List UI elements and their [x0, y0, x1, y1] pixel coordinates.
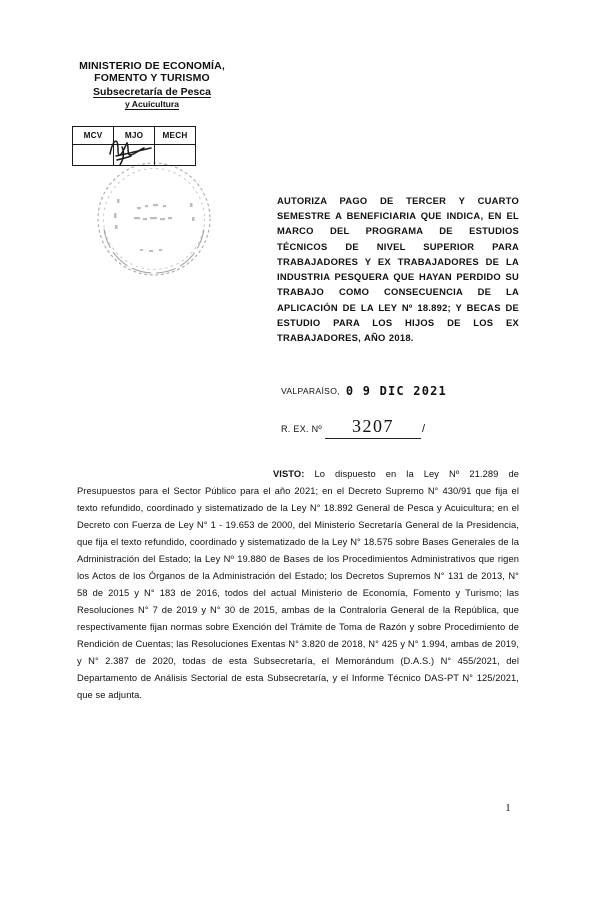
initials-table: [72, 126, 196, 166]
body-text: [77, 466, 519, 704]
resolution-number: [281, 416, 425, 439]
ministry-line-2: FOMENTO Y TURISMO: [94, 72, 210, 85]
initials-signature-cell-3: [155, 145, 196, 166]
page-number: 1: [505, 802, 511, 814]
visto-heading: VISTO:: [273, 469, 305, 479]
letterhead: [62, 60, 242, 109]
initials-cell-mcv: MCV: [73, 127, 114, 145]
initials-header-row: [73, 127, 196, 145]
resolution-value: 3207: [325, 416, 421, 439]
aquaculture-line: y Acuicultura: [124, 99, 180, 110]
place-label: VALPARAÍSO,: [281, 386, 340, 396]
place-and-date: [281, 384, 447, 398]
date-stamp: 0 9 DIC 2021: [345, 384, 447, 398]
visto-paragraph: Lo dispuesto en la Ley Nº 21.289 de Presupuestos para el Sector Público para el año 2021; en el Decreto Supremo N° 430/91 que fija el texto refundido, coordinado y sistematizado de la Ley N° 18.892 General de Pesca y Acuicultura; en el Decreto con Fuerza de Ley N° 1 - 19.653 de 2000, del Ministerio Secretaría General de la Presidencia, que fija el texto refundido, coordinado y sistematizado de la Ley N° 18.575 sobre Bases Generales de la Administración del Estado; la Ley Nº 19.880 de Bases de los Procedimientos Administrativos que rigen los Actos de los Órganos de la Administración del Estado; los Decretos Supremos N° 131 de 2013, N° 58 de 2015 y N° 183 de 2016, todos del actual Ministerio de Economía, Fomento y Turismo; las Resoluciones N° 7 de 2019 y N° 30 de 2015, ambas de la Contraloría General de la República, que respectivamente fijan normas sobre Exención del Trámite de Toma de Razón y sobre Procedimiento de Rendición de Cuentas; las Resoluciones Exentas N° 3.820 de 2018, N° 425 y N° 1.994, ambas de 2019, y N° 2.387 de 2020, todas de esta Subsecretaría, el Memorándum (D.A.S.) N° 455/2021, del Departamento de Análisis Sectorial de esta Subsecretaría, y el Informe Técnico DAS-PT N° 125/2021, que se adjunta.: [77, 469, 519, 700]
subsecretariat-line: Subsecretaría de Pesca: [93, 85, 211, 98]
ministry-line-1: MINISTERIO DE ECONOMÍA,: [79, 60, 225, 72]
initials-signature-cell-1: [73, 145, 114, 166]
subject-block: AUTORIZA PAGO DE TERCER Y CUARTO SEMESTRE A BENEFICIARIA QUE INDICA, EN EL MARCO DEL PROGRAMA DE ESTUDIOS TÉCNICOS DE NIVEL SUPERIOR PARA TRABAJADORES Y EX TRABAJADORES DE LA INDUSTRIA PESQUERA QUE HAYAN PERDIDO SU TRABAJO COMO CONSECUENCIA DE LA APLICACIÓN DE LA LEY Nº 18.892; Y BECAS DE ESTUDIO PARA LOS HIJOS DE LOS EX TRABAJADORES, AÑO 2018.: [277, 195, 519, 344]
resolution-slash: /: [422, 423, 426, 435]
initials-cell-mjo: MJO: [114, 127, 155, 145]
resolution-label: R. EX. Nº: [281, 424, 322, 434]
initials-signature-row: [73, 145, 196, 166]
circular-seal-stamp: [84, 155, 224, 287]
initials-signature-cell-2: [114, 145, 155, 166]
initials-cell-mech: MECH: [155, 127, 196, 145]
